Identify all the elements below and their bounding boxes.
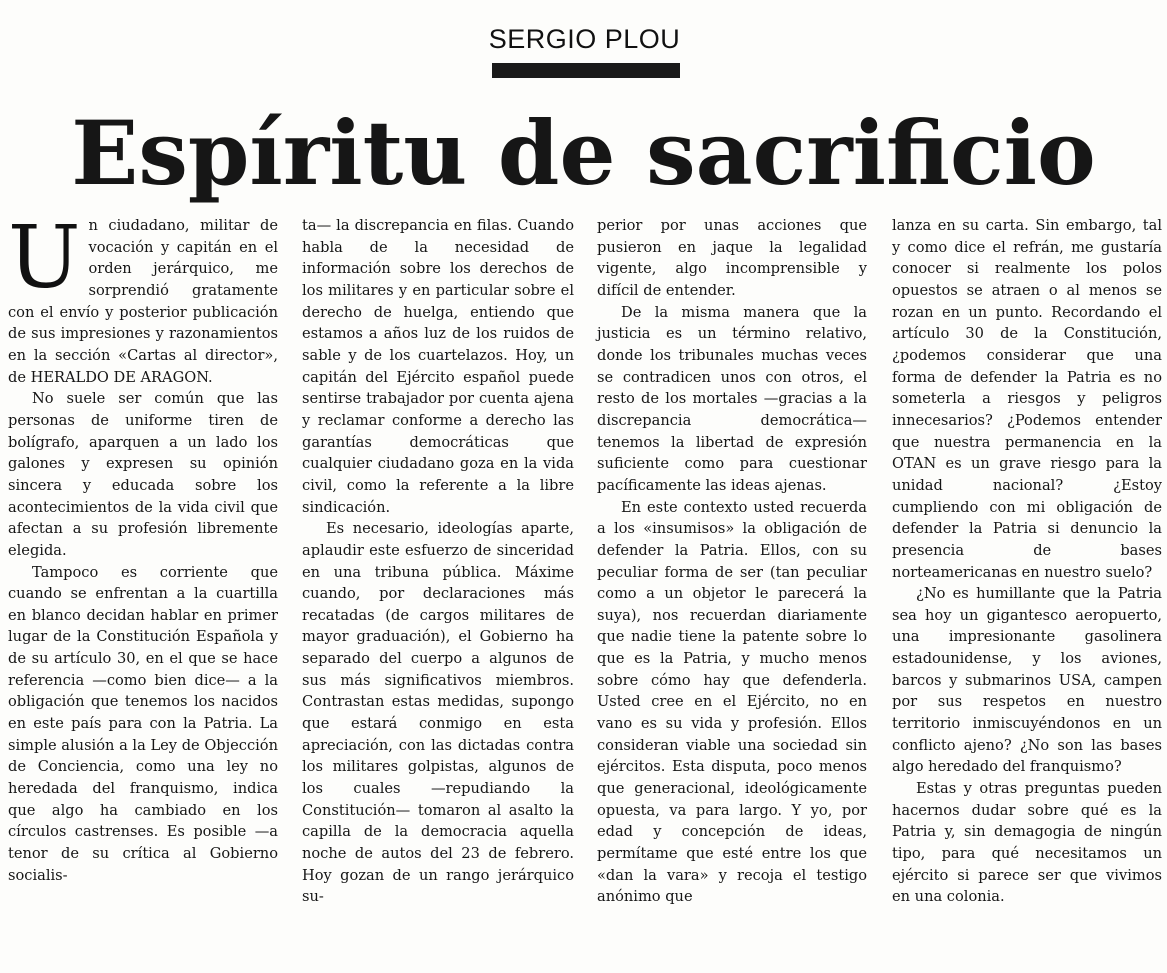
article-paragraph: En este contexto usted recuerda a los «insumisos» la obligación de defender la Patria. Ellos, con su peculiar forma de ser (tan peculiar como a un objetor le parecerá la suya), nos recuerdan diariamente que nadie tiene la patente sobre lo que es la Patria, y mucho menos sobre cómo hay que defenderla. Usted cree en el Ejército, no en vano es su vida y profesión. Ellos consideran viable una sociedad sin ejércitos. Esta disputa, poco menos que generacional, ideológicamente opuesta, va para largo. Y yo, por edad y concepción de ideas, permítame que esté entre los que «dan la vara» y recoja el testigo anónimo que — [597, 498, 867, 906]
article-paragraph: ¿No es humillante que la Patria sea hoy un gigantesco aeropuerto, una impresionante gasolinera estadounidense, y los aviones, barcos y submarinos USA, campen por sus respetos en nuestro territorio inmiscuyéndonos en un conflicto ajeno? ¿No son las bases algo heredado del franquismo? — [892, 585, 1162, 776]
author-byline: SERGIO PLOU — [488, 24, 681, 54]
article-column-1 — [8, 208, 278, 886]
article-paragraph: Tampoco es corriente que cuando se enfrentan a la cuartilla en blanco decidan hablar en primer lugar de la Constitución Española y de su artículo 30, en el que se hace referencia —como bien dice— a la obligación que tenemos los nacidos en este país para con la Patria. La simple alusión a la Ley de Objección de Conciencia, como una ley no heredada del franquismo, indica que algo ha cambiado en los círculos castrenses. Es posible —a tenor de su crítica al Gobierno socialis- — [8, 563, 278, 884]
article-paragraph: lanza en su carta. Sin embargo, tal y como dice el refrán, me gustaría conocer si realmente los polos opuestos se atraen o al menos se rozan en un punto. Recordando el artículo 30 de la Constitución, ¿podemos considerar que una forma de defender la Patria es no someterla a riesgos y peligros innecesarios? ¿Podemos entender que nuestra permanencia en la OTAN es un grave riesgo para la unidad nacional? ¿Estoy cumpliendo con mi obligación de defender la Patria si denuncio la presencia de bases norteamericanas en nuestro suelo? — [892, 217, 1162, 581]
article-column-4 — [892, 215, 1162, 908]
article-column-2 — [302, 215, 574, 908]
drop-cap: U — [8, 208, 81, 308]
article-paragraph: ta— la discrepancia en filas. Cuando habla de la necesidad de información sobre los derechos de los militares y en particular sobre el derecho de huelga, entiendo que estamos a años luz de los ruidos de sable y de los cuartelazos. Hoy, un capitán del Ejército español puede sentirse trabajador por cuenta ajena y reclamar conforme a derecho las garantías democráticas que cualquier ciudadano goza en la vida civil, como la referente a la libre sindicación. — [302, 217, 574, 516]
byline-underline-bar — [492, 63, 680, 78]
paragraph-text: n ciudadano, militar de vocación y capitán en el orden jerárquico, me sorprendió gratamente con el envío y posterior publicación de sus impresiones y razonamientos en la sección «Cartas al director», de HERALDO DE ARAGON. — [8, 217, 278, 386]
article-paragraph: Estas y otras preguntas pueden hacernos dudar sobre qué es la Patria y, sin demagogia de ningún tipo, para qué necesitamos un ejército si parece ser que vivimos en una colonia. — [892, 780, 1162, 906]
byline-container — [0, 24, 1167, 55]
article-paragraph: Es necesario, ideologías aparte, aplaudir este esfuerzo de sinceridad en una tribuna pública. Máxime cuando, por declaraciones más recatadas (de cargos militares de mayor graduación), el Gobierno ha separado del cuerpo a algunos de sus más significativos miembros. Contrastan estas medidas, supongo que estará conmigo en esta apreciación, con las dictadas contra los militares golpistas, algunos de los cuales —repudiando la Constitución— tomaron al asalto la capilla de la democracia aquella noche de autos del 23 de febrero. Hoy gozan de un rango jerárquico su- — [302, 520, 574, 906]
article-paragraph: No suele ser común que las personas de uniforme tiren de bolígrafo, aparquen a un lado los galones y expresen su opinión sincera y educada sobre los acontecimientos de la vida civil que afectan a su profesión libremente elegida. — [8, 390, 278, 559]
article-headline: Espíritu de sacrificio — [71, 101, 1096, 205]
article-paragraph — [8, 208, 278, 388]
article-paragraph: De la misma manera que la justicia es un término relativo, donde los tribunales muchas veces se contradicen unos con otros, el resto de los mortales —gracias a la discrepancia democrática— tenemos la libertad de expresión suficiente como para cuestionar pacíficamente las ideas ajenas. — [597, 303, 867, 494]
article-paragraph: perior por unas acciones que pusieron en jaque la legalidad vigente, algo incomprensible y difícil de entender. — [597, 217, 867, 299]
article-column-3 — [597, 215, 867, 908]
